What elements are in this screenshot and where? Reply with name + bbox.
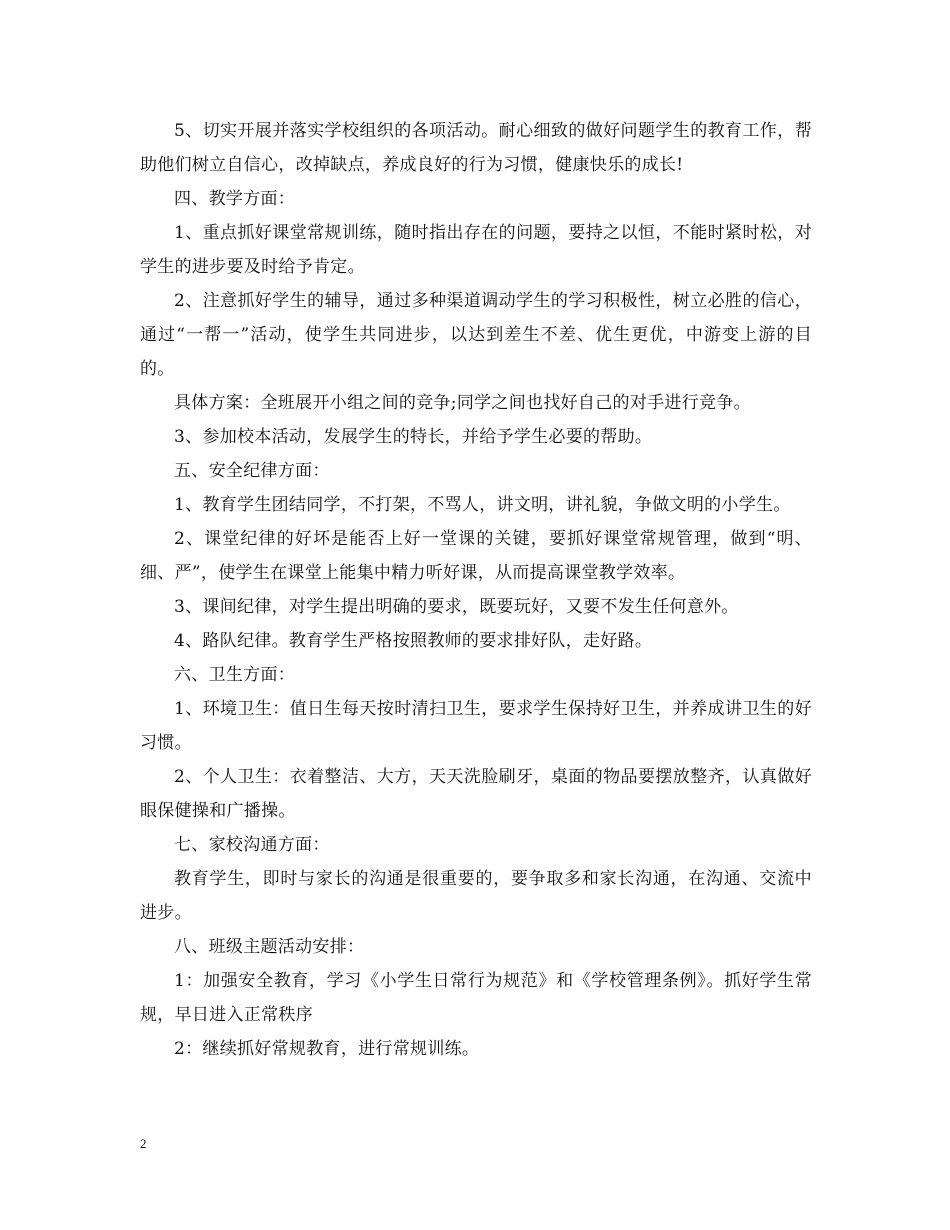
paragraph: 2：继续抓好常规教育，进行常规训练。 — [174, 1039, 480, 1059]
section-heading: 七、家校沟通方面： — [174, 835, 330, 855]
document-body — [140, 114, 812, 1066]
page-number: 2 — [140, 1136, 147, 1151]
paragraph: 2、个人卫生：衣着整洁、大方，天天洗脸刷牙，桌面的物品要摆放整齐，认真做好眼保健操和广播操。 — [140, 767, 812, 821]
section-heading: 四、教学方面： — [174, 189, 296, 209]
section-heading: 五、安全纪律方面： — [174, 461, 330, 481]
paragraph: 具体方案：全班展开小组之间的竞争;同学之间也找好自己的对手进行竞争。 — [174, 393, 751, 413]
paragraph: 2、注意抓好学生的辅导，通过多种渠道调动学生的学习积极性，树立必胜的信心，通过“一帮一”活动，使学生共同进步，以达到差生不差、优生更优，中游变上游的目的。 — [140, 291, 812, 379]
paragraph: 3、参加校本活动，发展学生的特长，并给予学生必要的帮助。 — [174, 427, 653, 447]
paragraph: 2、课堂纪律的好坏是能否上好一堂课的关键，要抓好课堂常规管理，做到“明、细、严”，使学生在课堂上能集中精力听好课，从而提高课堂教学效率。 — [140, 529, 812, 583]
paragraph: 4、路队纪律。教育学生严格按照教师的要求排好队，走好路。 — [174, 631, 653, 651]
paragraph: 1、教育学生团结同学，不打架，不骂人，讲文明，讲礼貌，争做文明的小学生。 — [174, 495, 791, 515]
section-heading: 八、班级主题活动安排： — [174, 937, 365, 957]
paragraph: 1、重点抓好课堂常规训练，随时指出存在的问题，要持之以恒，不能时紧时松，对学生的进步要及时给予肯定。 — [140, 223, 812, 277]
paragraph: 教育学生，即时与家长的沟通是很重要的，要争取多和家长沟通，在沟通、交流中进步。 — [140, 869, 812, 923]
paragraph: 1：加强安全教育，学习《小学生日常行为规范》和《学校管理条例》。抓好学生常规，早日进入正常秩序 — [140, 971, 812, 1025]
paragraph: 3、课间纪律，对学生提出明确的要求，既要玩好，又要不发生任何意外。 — [174, 597, 739, 617]
section-heading: 六、卫生方面： — [174, 665, 296, 685]
paragraph: 1、环境卫生：值日生每天按时清扫卫生，要求学生保持好卫生，并养成讲卫生的好习惯。 — [140, 699, 812, 753]
paragraph: 5、切实开展并落实学校组织的各项活动。耐心细致的做好问题学生的教育工作，帮助他们树立自信心，改掉缺点，养成良好的行为习惯，健康快乐的成长! — [140, 121, 812, 175]
